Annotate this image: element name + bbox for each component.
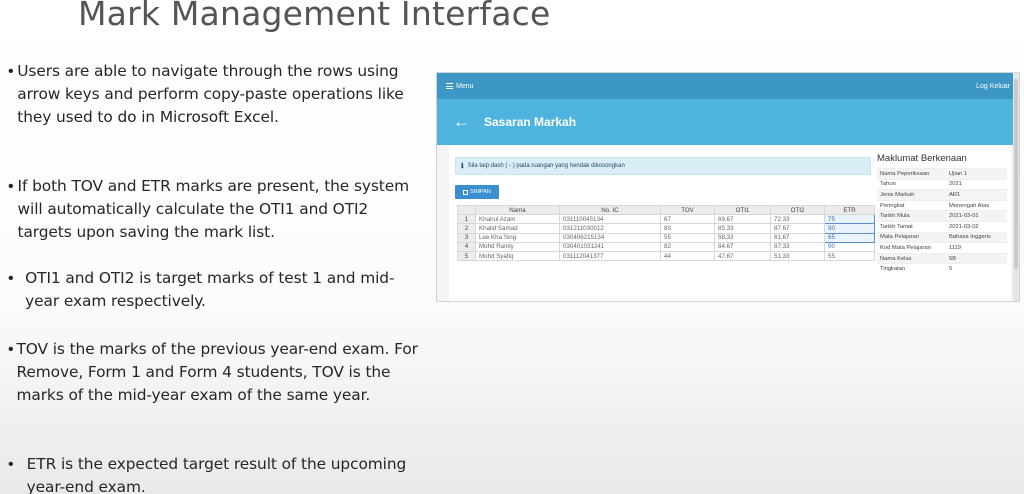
bullet-item — [8, 175, 418, 244]
details-value: Menengah Atas — [949, 202, 990, 209]
bullet-text: Users are able to navigate through the rows using arrow keys and perform copy-paste operations like they used to do in Microsoft Excel. — [17, 62, 404, 126]
details-value: 2021-03-02 — [949, 223, 979, 230]
page-title: Sasaran Markah — [484, 115, 577, 129]
cell-etr[interactable]: 65 — [825, 233, 875, 242]
column-header[interactable]: Nama — [476, 206, 560, 215]
details-key: Tarikh Mula — [880, 213, 910, 220]
scrollbar-thumb[interactable] — [1014, 79, 1018, 269]
menu-button[interactable] — [446, 83, 474, 90]
cell-ic[interactable]: 030406215134 — [560, 233, 661, 242]
column-header[interactable]: No. IC — [560, 206, 661, 215]
details-key: Mata Pelajaran — [880, 234, 919, 241]
details-row — [877, 242, 1007, 253]
cell-tov[interactable]: 83 — [661, 224, 715, 233]
details-row — [877, 263, 1007, 274]
bullet-text: If both TOV and ETR marks are present, the system will automatically calculate the OTI1 and OTI2 targets upon saving the mark list. — [17, 177, 410, 241]
save-label: SIMPAN — [470, 189, 491, 195]
save-icon — [463, 190, 468, 195]
row-index: 1 — [458, 215, 476, 224]
cell-etr[interactable]: 55 — [825, 251, 875, 260]
table-row — [458, 233, 875, 242]
details-key: Kod Mata Pelajaran — [880, 244, 931, 251]
bullet-item — [8, 60, 418, 129]
cell-ic[interactable]: 031110045134 — [560, 215, 661, 224]
cell-etr[interactable]: 75 — [825, 215, 875, 224]
details-row — [877, 179, 1007, 190]
back-arrow-icon[interactable]: ← — [453, 112, 470, 131]
bullet-dot-icon: • — [8, 456, 14, 473]
cell-ic[interactable]: 030401031241 — [560, 242, 661, 251]
row-index: 4 — [458, 242, 476, 251]
logout-link[interactable]: Log Keluar — [976, 82, 1010, 90]
scrollbar[interactable] — [1013, 73, 1019, 302]
cell-name[interactable]: Khalid Samad — [476, 224, 560, 233]
table-row — [458, 242, 875, 251]
details-row — [877, 232, 1007, 243]
details-row — [877, 189, 1007, 200]
cell-oti2[interactable]: 87.67 — [771, 224, 825, 233]
cell-oti1[interactable]: 69.67 — [715, 215, 771, 224]
cell-ic[interactable]: 031112041377 — [560, 251, 661, 260]
details-key: Peringkat — [880, 202, 905, 209]
details-row — [877, 210, 1007, 221]
column-header — [458, 206, 476, 215]
bullet-text: TOV is the marks of the previous year-end exam. For Remove, Form 1 and Form 4 students, TOV is the marks of the mid-year exam of the same year. — [16, 340, 418, 404]
cell-oti1[interactable]: 58.33 — [715, 233, 771, 242]
table-row — [458, 215, 875, 224]
cell-name[interactable]: Mohd Syafiq — [476, 251, 560, 260]
details-key: Tahun — [880, 181, 896, 188]
cell-oti1[interactable]: 85.33 — [715, 224, 771, 233]
column-header[interactable]: OTI1 — [715, 206, 771, 215]
bullet-dot-icon: • — [8, 270, 14, 287]
details-value: 5 — [949, 266, 953, 273]
column-header[interactable]: ETR — [825, 206, 875, 215]
cell-oti1[interactable]: 47.67 — [715, 251, 771, 260]
details-row — [877, 221, 1007, 232]
details-list — [877, 168, 1007, 274]
cell-tov[interactable]: 67 — [661, 215, 715, 224]
menu-label: Menu — [456, 82, 474, 90]
details-value: 5B — [949, 255, 957, 262]
info-message: Sila taip dash ( - ) pada ruangan yang hendak dikosongkan — [467, 163, 625, 169]
page-header — [437, 99, 1019, 145]
cell-oti2[interactable]: 87.33 — [771, 242, 825, 251]
cell-oti2[interactable]: 61.67 — [771, 233, 825, 242]
column-header[interactable]: TOV — [661, 206, 715, 215]
details-value: Bahasa Inggeris — [949, 234, 991, 241]
details-key: Tarikh Tamat — [880, 223, 913, 230]
bullet-item — [8, 453, 418, 494]
bullet-text: OTI1 and OTI2 is target marks of test 1 and mid-year exam respectively. — [25, 269, 395, 310]
cell-oti1[interactable]: 84.67 — [715, 242, 771, 251]
column-header[interactable]: OTI2 — [771, 206, 825, 215]
hamburger-icon — [446, 83, 453, 89]
cell-name[interactable]: Mohd Ramly — [476, 242, 560, 251]
bullet-item — [8, 338, 418, 407]
details-value: 2021-03-01 — [949, 213, 979, 220]
marks-table — [457, 205, 875, 261]
details-key: Tingkatan — [880, 266, 906, 273]
info-icon: ℹ — [461, 163, 464, 170]
info-alert — [455, 157, 871, 175]
table-row — [458, 224, 875, 233]
table-row — [458, 251, 875, 260]
bullet-dot-icon: • — [8, 63, 14, 80]
content-panel — [449, 145, 1011, 302]
cell-etr[interactable]: 90 — [825, 224, 875, 233]
details-key: Jenis Markah — [880, 191, 915, 198]
details-value: 2021 — [949, 181, 962, 188]
details-row — [877, 253, 1007, 264]
slide-title: Mark Management Interface — [78, 0, 551, 33]
cell-tov[interactable]: 44 — [661, 251, 715, 260]
details-row — [877, 200, 1007, 211]
cell-ic[interactable]: 031211030012 — [560, 224, 661, 233]
details-row — [877, 168, 1007, 179]
row-index: 3 — [458, 233, 476, 242]
cell-oti2[interactable]: 51.33 — [771, 251, 825, 260]
app-screenshot — [436, 72, 1020, 302]
cell-oti2[interactable]: 72.33 — [771, 215, 825, 224]
details-title: Maklumat Berkenaan — [877, 153, 967, 164]
details-key: Nama Kelas — [880, 255, 912, 262]
cell-tov[interactable]: 55 — [661, 233, 715, 242]
row-index: 2 — [458, 224, 476, 233]
cell-etr[interactable]: 90 — [825, 242, 875, 251]
cell-tov[interactable]: 82 — [661, 242, 715, 251]
top-bar — [437, 73, 1019, 99]
save-button[interactable] — [455, 185, 499, 199]
bullet-item — [8, 267, 418, 313]
row-index: 5 — [458, 251, 476, 260]
main-content — [437, 145, 1019, 301]
cell-name[interactable]: Khairul Azam — [476, 215, 560, 224]
details-panel — [877, 153, 1007, 274]
details-value: Ujian 1 — [949, 170, 968, 177]
bullet-dot-icon: • — [8, 341, 14, 358]
table-header-row — [458, 206, 875, 215]
bullet-text: ETR is the expected target result of the upcoming year-end exam. — [26, 455, 407, 494]
cell-name[interactable]: Lee Kha Sing — [476, 233, 560, 242]
details-value: AR1 — [949, 191, 961, 198]
bullet-dot-icon: • — [8, 178, 14, 195]
details-key: Nama Peperiksaan — [880, 170, 930, 177]
details-value: 1119 — [949, 244, 962, 251]
